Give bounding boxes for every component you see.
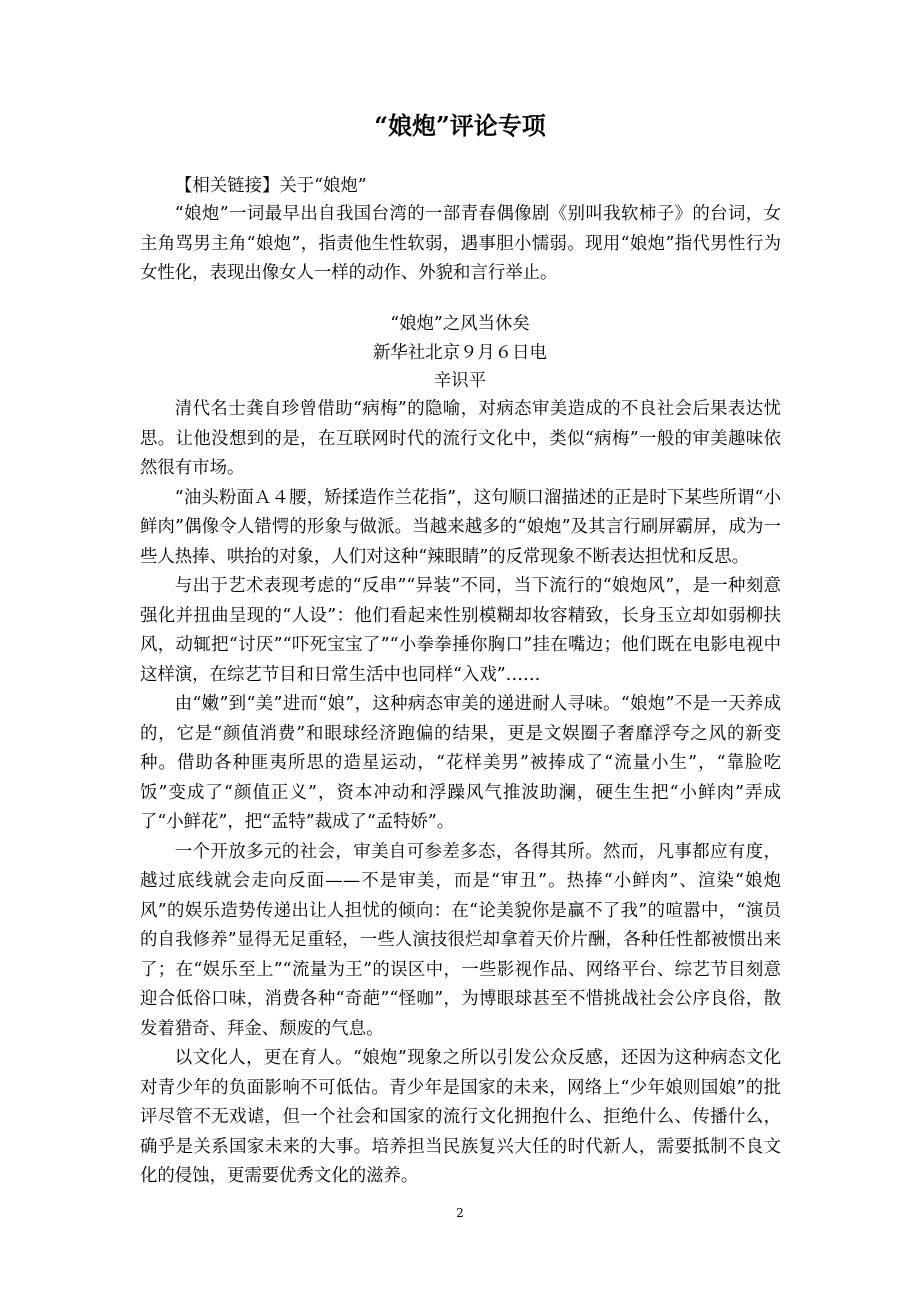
page-number: 2 <box>456 1206 464 1220</box>
related-link-section <box>140 200 781 289</box>
article-body <box>140 395 781 1192</box>
article-author: 辛识平 <box>433 371 487 391</box>
article-headline: “娘炮”之风当休矣 <box>390 314 530 334</box>
article-paragraph: 由“嫩”到“美”进而“娘”，这种病态审美的递进耐人寻味。“娘炮”不是一天养成的，它是“颜值消费”和眼球经济跑偏的结果，更是文娱圈子奢靡浮夸之风的新变种。借助各种匪夷所思的造星运动，“花样美男”被捧成了“流量小生”，“靠脸吃饭”变成了“颜值正义”，资本冲动和浮躁风气推波助澜，硬生生把“小鲜肉”弄成了“小鲜花”，把“孟特”裁成了“孟特娇”。 <box>140 694 781 832</box>
related-link-label: 【相关链接】关于“娘炮” <box>175 176 367 196</box>
article-paragraph: “油头粉面Ａ４腰，矫揉造作兰花指”，这句顺口溜描述的正是时下某些所谓“小鲜肉”偶像令人错愕的形象与做派。当越来越多的“娘炮”及其言行刷屏霸屏，成为一些人热捧、哄抬的对象，人们对这种“辣眼睛”的反常现象不断表达担忧和反思。 <box>140 487 781 567</box>
article-dateline: 新华社北京９月６日电 <box>373 343 547 363</box>
article-paragraph: 清代名士龚自珍曾借助“病梅”的隐喻，对病态审美造成的不良社会后果表达忧思。让他没想到的是，在互联网时代的流行文化中，类似“病梅”一般的审美趣味依然很有市场。 <box>140 399 781 478</box>
article-paragraph: 与出于艺术表现考虑的“反串”“异装”不同，当下流行的“娘炮风”，是一种刻意强化并扭曲呈现的“人设”：他们看起来性别模糊却妆容精致，长身玉立却如弱柳扶风，动辄把“讨厌”“吓死宝宝了”“小拳拳捶你胸口”挂在嘴边；他们既在电影电视中这样演，在综艺节目和日常生活中也同样“入戏”…… <box>140 576 781 685</box>
article-paragraph: 一个开放多元的社会，审美自可参差多态，各得其所。然而，凡事都应有度，越过底线就会走向反面——不是审美，而是“审丑”。热捧“小鲜肉”、渲染“娘炮风”的娱乐造势传递出让人担忧的倾向：在“论美貌你是赢不了我”的喧嚣中，“演员的自我修养”显得无足重轻，一些人演技很烂却拿着天价片酬，各种任性都被惯出来了；在“娱乐至上”“流量为王”的误区中，一些影视作品、网络平台、综艺节目刻意迎合低俗口味，消费各种“奇葩”“怪咖”，为博眼球甚至不惜挑战社会公序良俗，散发着猎奇、拜金、颓废的气息。 <box>140 841 781 1039</box>
related-link-paragraph: “娘炮”一词最早出自我国台湾的一部青春偶像剧《别叫我软柿子》的台词，女主角骂男主角“娘炮”，指责他生性软弱，遇事胆小懦弱。现用“娘炮”指代男性行为女性化，表现出像女人一样的动作、外貌和言行举止。 <box>140 204 781 283</box>
page-title: “娘炮”评论专项 <box>374 111 546 140</box>
article-paragraph: 以文化人，更在育人。“娘炮”现象之所以引发公众反感，还因为这种病态文化对青少年的负面影响不可低估。青少年是国家的未来，网络上“少年娘则国娘”的批评尽管不无戏谑，但一个社会和国家的流行文化拥抱什么、拒绝什么、传播什么，确乎是关系国家未来的大事。培养担当民族复兴大任的时代新人，需要抵制不良文化的侵蚀，更需要优秀文化的滋养。 <box>140 1048 781 1186</box>
